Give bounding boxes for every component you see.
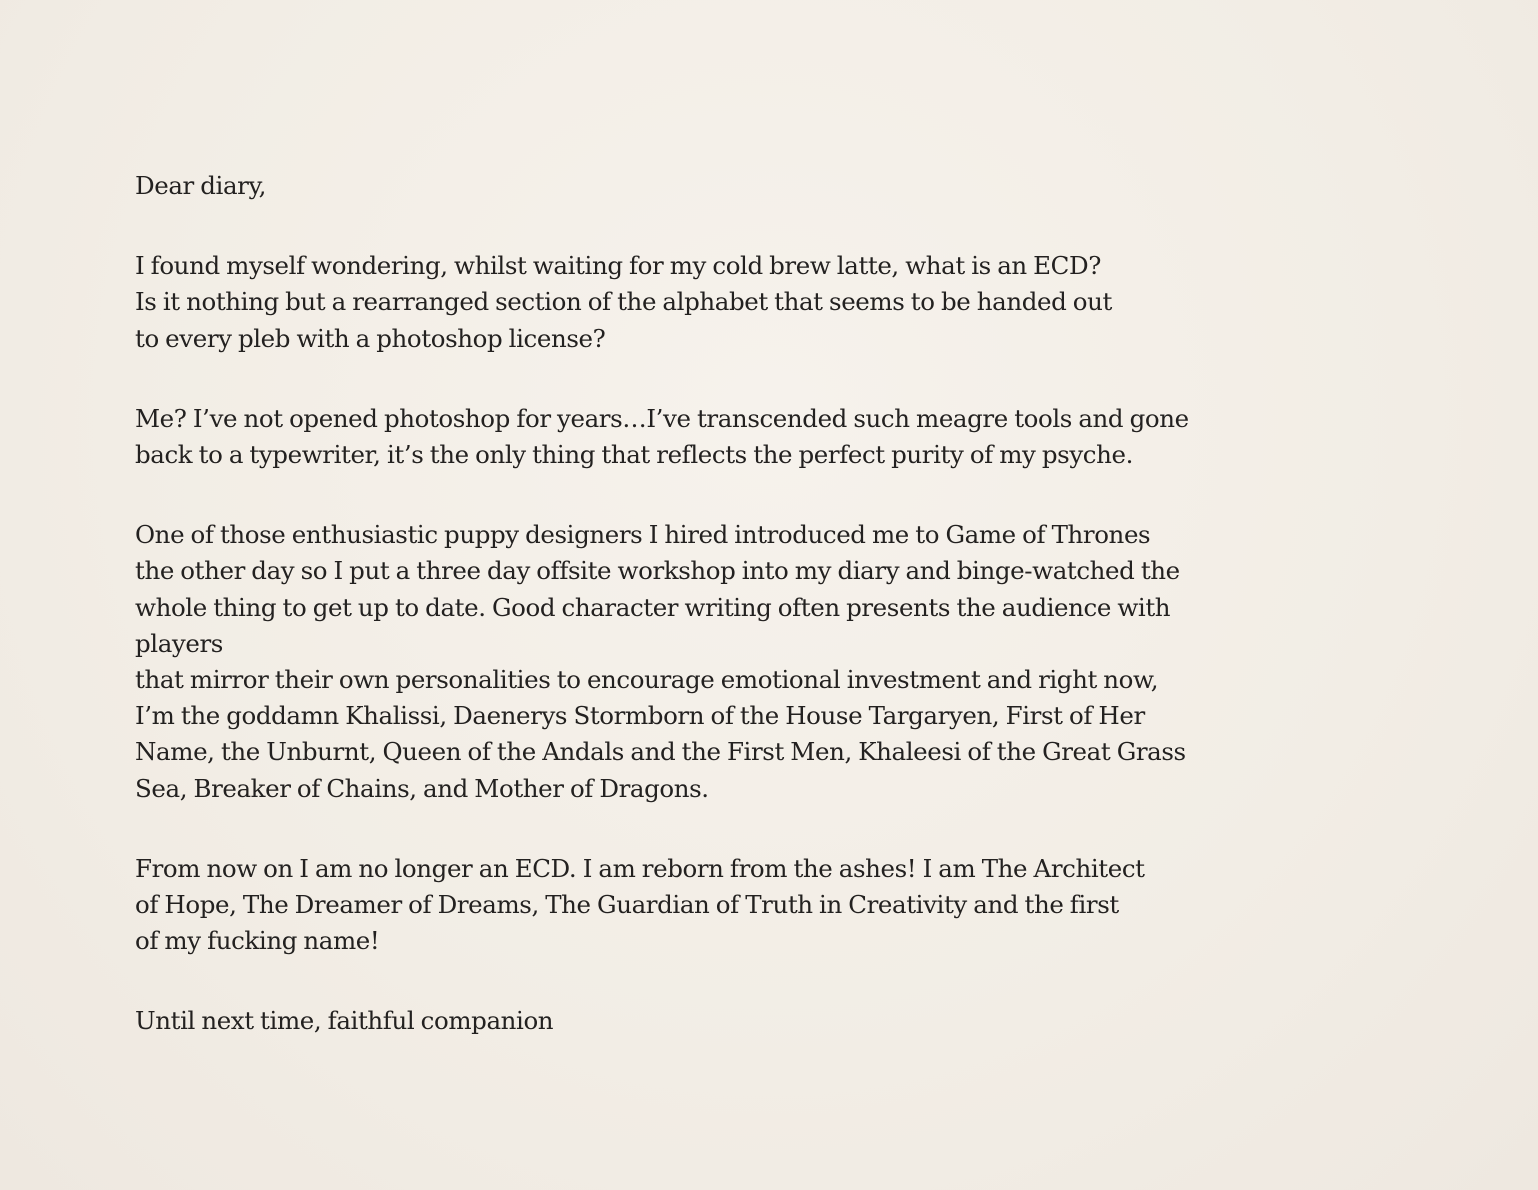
text-line: From now on I am no longer an ECD. I am reborn from the ashes! I am The Architect (135, 853, 1145, 883)
text-line: Sea, Breaker of Chains, and Mother of Dragons. (135, 773, 709, 803)
text-line: I found myself wondering, whilst waiting for my cold brew latte, what is an ECD? (135, 251, 1101, 281)
text-line: of my fucking name! (135, 926, 380, 956)
text-line: One of those enthusiastic puppy designers I hired introduced me to Game of Thrones (135, 520, 1151, 550)
text-line: Me? I’ve not opened photoshop for years…I’ve transcended such meagre tools and gone (135, 403, 1189, 433)
text-line: the other day so I put a three day offsite workshop into my diary and binge-watched the (135, 556, 1180, 586)
text-line: whole thing to get up to date. Good character writing often presents the audience with (135, 592, 1171, 622)
text-line: players (135, 628, 223, 658)
paragraph-game-of-thrones (135, 517, 1435, 807)
text-line: of Hope, The Dreamer of Dreams, The Guardian of Truth in Creativity and the first (135, 890, 1119, 920)
signoff-text: Until next time, faithful companion (135, 1006, 554, 1036)
salutation-text: Dear diary, (135, 171, 267, 200)
text-line: Is it nothing but a rearranged section of the alphabet that seems to be handed out (135, 287, 1112, 317)
text-line: I’m the goddamn Khalissi, Daenerys Stormborn of the House Targaryen, First of Her (135, 701, 1145, 731)
paragraph-reborn (135, 851, 1435, 960)
paragraph-typewriter (135, 401, 1435, 473)
text-line: to every pleb with a photoshop license? (135, 323, 606, 353)
salutation (135, 168, 1435, 204)
diary-letter (135, 168, 1435, 1084)
text-line: Name, the Unburnt, Queen of the Andals and the First Men, Khaleesi of the Great Grass (135, 737, 1186, 767)
text-line: back to a typewriter, it’s the only thing that reflects the perfect purity of my psyche. (135, 440, 1133, 470)
signoff (135, 1003, 1435, 1039)
paragraph-ecd-question (135, 248, 1435, 357)
text-line: that mirror their own personalities to encourage emotional investment and right now, (135, 665, 1159, 695)
